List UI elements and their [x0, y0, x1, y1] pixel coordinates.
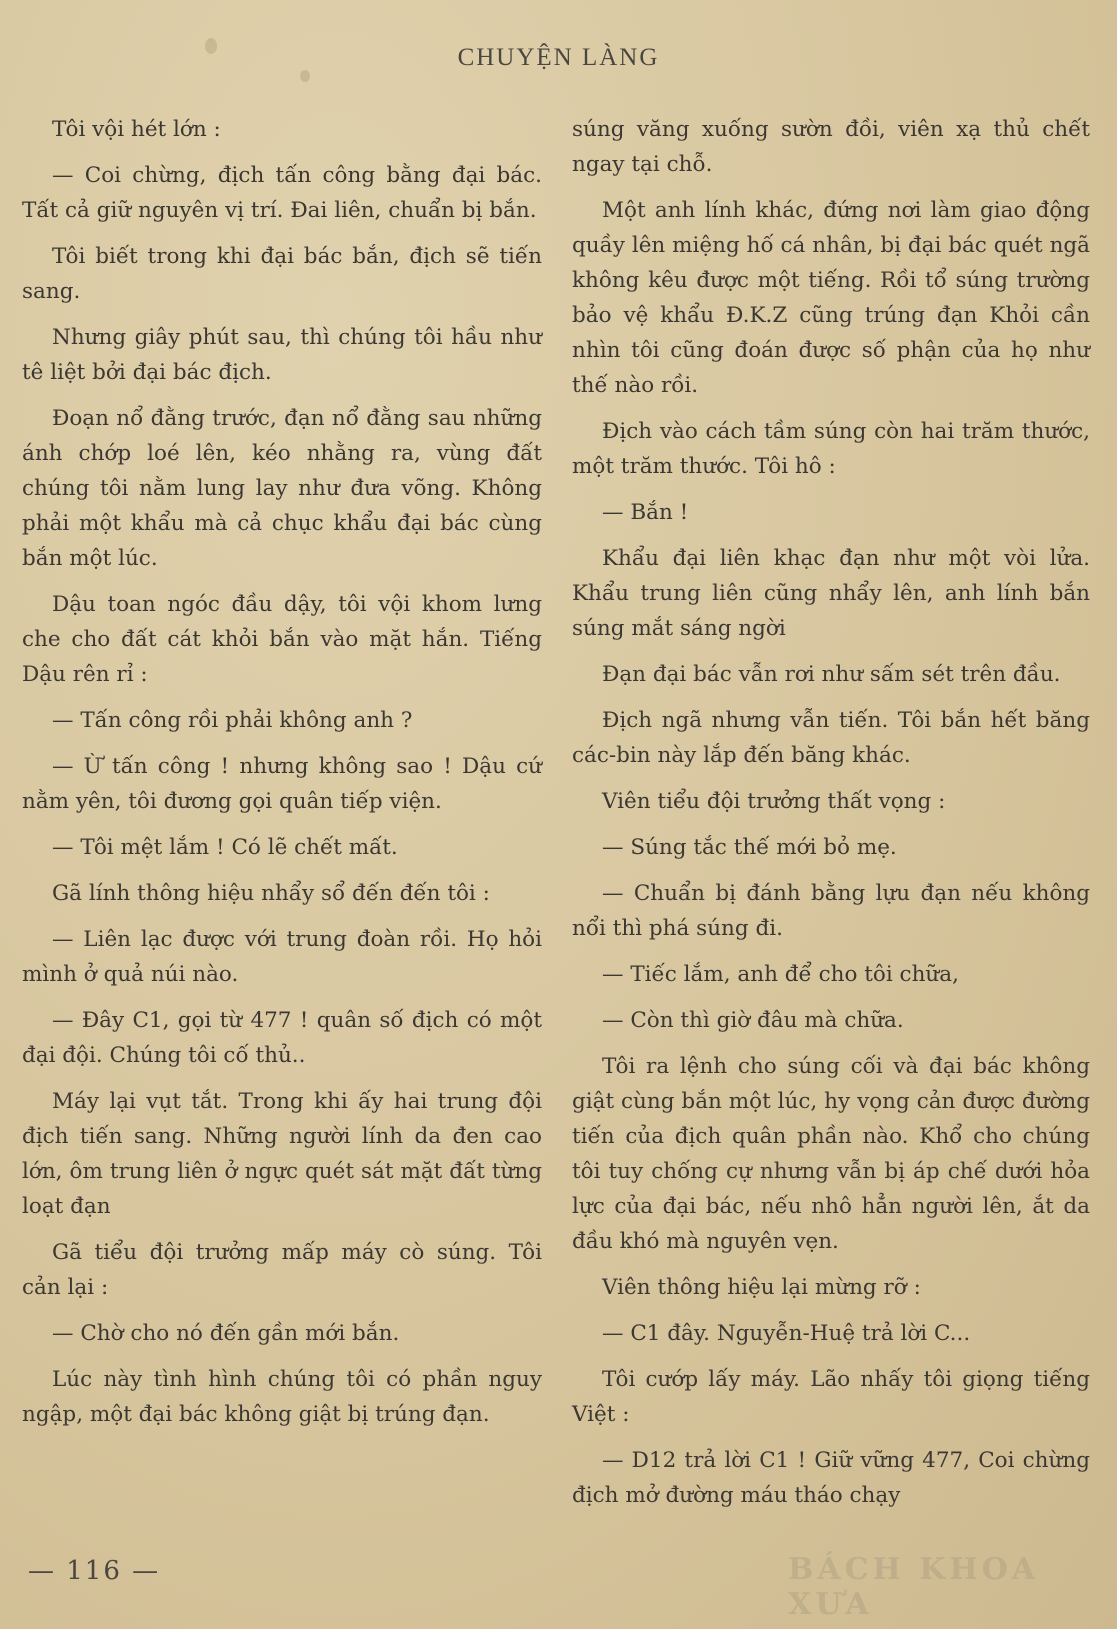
- right-column: [572, 112, 1090, 1524]
- paragraph: — Súng tắc thế mới bỏ mẹ.: [602, 835, 897, 860]
- paragraph: — Tôi mệt lắm ! Có lẽ chết mất.: [52, 835, 398, 860]
- paragraph: — Bắn !: [602, 500, 689, 525]
- paragraph: — Tấn công rồi phải không anh ?: [52, 708, 413, 733]
- paragraph: Một anh lính khác, đứng nơi làm giao động quầy lên miệng hố cá nhân, bị đại bác quét ngã không kêu được một tiếng. Rồi tổ súng trường bảo vệ khẩu Đ.K.Z cũng trúng đạn Khỏi cần nhìn tôi cũng đoán được số phận của họ như thế nào rồi.: [572, 198, 1090, 398]
- paragraph: — Chờ cho nó đến gần mới bắn.: [52, 1321, 400, 1346]
- paragraph: Máy lại vụt tắt. Trong khi ấy hai trung đội địch tiến sang. Những người lính da đen cao lớn, ôm trung liên ở ngực quét sát mặt đất từng loạt đạn: [22, 1089, 542, 1219]
- paragraph: — Liên lạc được với trung đoàn rồi. Họ hỏi mình ở quả núi nào.: [22, 927, 542, 987]
- page-title: CHUYỆN LÀNG: [457, 44, 660, 71]
- paragraph: Địch ngã nhưng vẫn tiến. Tôi bắn hết băng các-bin này lắp đến băng khác.: [572, 708, 1090, 768]
- page-number: — 116 —: [28, 1556, 161, 1586]
- paragraph: — C1 đây. Nguyễn-Huệ trả lời C...: [602, 1321, 971, 1346]
- paragraph: Tôi ra lệnh cho súng cối và đại bác không giật cùng bắn một lúc, hy vọng cản được đường tiến của địch quân phần nào. Khổ cho chúng tôi tuy chống cự nhưng vẫn bị áp chế dưới hỏa lực của đại bác, nếu nhô hẳn người lên, ắt da đầu khó mà nguyên vẹn.: [572, 1054, 1090, 1254]
- paragraph: Đạn đại bác vẫn rơi như sấm sét trên đầu.: [602, 662, 1061, 687]
- paragraph: Gã lính thông hiệu nhẩy sổ đến đến tôi :: [52, 881, 490, 906]
- paragraph: — Tiếc lắm, anh để cho tôi chữa,: [602, 962, 959, 987]
- paragraph: Nhưng giây phút sau, thì chúng tôi hầu như tê liệt bởi đại bác địch.: [22, 325, 542, 385]
- paragraph: — Coi chừng, địch tấn công bằng đại bác. Tất cả giữ nguyên vị trí. Đai liên, chuẩn bị bắn.: [22, 163, 542, 223]
- paragraph: — Chuẩn bị đánh bằng lựu đạn nếu không nổi thì phá súng đi.: [572, 881, 1090, 941]
- paragraph: Tôi cướp lấy máy. Lão nhấy tôi giọng tiếng Việt :: [572, 1367, 1090, 1427]
- paragraph: Tôi vội hét lớn :: [52, 117, 221, 142]
- paragraph: Khẩu đại liên khạc đạn như một vòi lửa. Khẩu trung liên cũng nhẩy lên, anh lính bắn súng mắt sáng ngời: [572, 546, 1090, 641]
- paragraph: Viên tiểu đội trưởng thất vọng :: [602, 789, 946, 814]
- left-column: [22, 112, 542, 1443]
- magazine-name: BÁCH KHOA XƯA: [788, 1552, 1040, 1622]
- paragraph: Dậu toan ngóc đầu dậy, tôi vội khom lưng che cho đất cát khỏi bắn vào mặt hắn. Tiếng Dậu rên rỉ :: [22, 592, 542, 687]
- paragraph: súng văng xuống sườn đồi, viên xạ thủ chết ngay tại chỗ.: [572, 117, 1090, 177]
- paragraph: — Còn thì giờ đâu mà chữa.: [602, 1008, 904, 1033]
- paragraph: Viên thông hiệu lại mừng rỡ :: [602, 1275, 921, 1300]
- paragraph: Tôi biết trong khi đại bác bắn, địch sẽ tiến sang.: [22, 244, 542, 304]
- paragraph: Lúc này tình hình chúng tôi có phần nguy ngập, một đại bác không giật bị trúng đạn.: [22, 1367, 542, 1427]
- paragraph: Địch vào cách tầm súng còn hai trăm thước, một trăm thước. Tôi hô :: [572, 419, 1090, 479]
- paragraph: Đoạn nổ đằng trước, đạn nổ đằng sau những ánh chớp loé lên, kéo nhằng ra, vùng đất chúng tôi nằm lung lay như đưa võng. Không phải một khẩu mà cả chục khẩu đại bác cùng bắn một lúc.: [22, 406, 542, 571]
- paragraph: Gã tiểu đội trưởng mấp máy cò súng. Tôi cản lại :: [22, 1240, 542, 1300]
- paragraph: — D12 trả lời C1 ! Giữ vững 477, Coi chừng địch mở đường máu tháo chạy: [572, 1448, 1090, 1508]
- paragraph: — Ừ tấn công ! nhưng không sao ! Dậu cứ nằm yên, tôi đương gọi quân tiếp viện.: [22, 754, 542, 814]
- paragraph: — Đây C1, gọi từ 477 ! quân số địch có một đại đội. Chúng tôi cố thủ..: [22, 1008, 542, 1068]
